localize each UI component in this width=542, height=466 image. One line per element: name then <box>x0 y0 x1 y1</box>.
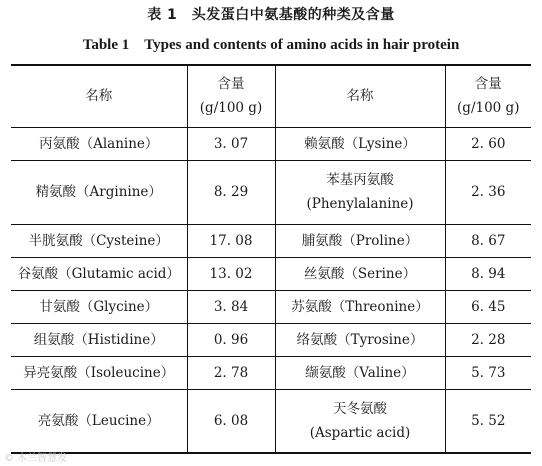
amino-acid-name-cell-text: 精氨酸（Arginine） <box>35 184 162 200</box>
amino-acid-name-cell-text: 甘氨酸（Glycine） <box>39 298 159 315</box>
table-row <box>11 160 531 224</box>
amino-acid-name-cell-text: 丙氨酸（Alanine） <box>39 135 159 152</box>
table-header-row <box>11 65 531 127</box>
table-row <box>11 389 531 453</box>
amino-acid-content-cell-text: 6. 08 <box>213 412 249 429</box>
amino-acid-table <box>11 64 531 454</box>
amino-acid-name-cell-text: 苏氨酸（Threonine） <box>291 298 429 315</box>
table-row <box>11 224 531 257</box>
amino-acid-name-cell <box>275 224 445 257</box>
amino-acid-name-cell-text: 丝氨酸（Serine） <box>303 265 417 282</box>
amino-acid-name-cell-text: 谷氨酸（Glutamic acid） <box>17 265 180 282</box>
amino-acid-name-cell-text: 天冬氨酸 <box>333 400 387 417</box>
watermark: © 木兰智慧发 <box>4 453 68 464</box>
table-row <box>11 127 531 160</box>
amino-acid-content-cell <box>445 356 531 389</box>
amino-acid-name-cell-text: 半胱氨酸（Cysteine） <box>28 232 169 249</box>
amino-acid-name-cell-text: 络氨酸（Tyrosine） <box>296 331 424 348</box>
amino-acid-name-cell-text: 组氨酸（Histidine） <box>33 331 164 348</box>
amino-acid-content-cell <box>187 389 275 453</box>
amino-acid-content-cell <box>445 323 531 356</box>
amino-acid-name-cell <box>275 160 445 224</box>
table-row <box>11 356 531 389</box>
header-content-right <box>445 65 531 127</box>
amino-acid-name-cell-text: 亮氨酸（Leucine） <box>37 412 160 429</box>
amino-acid-content-cell-text: 17. 08 <box>209 232 253 249</box>
amino-acid-content-cell-text: 13. 02 <box>209 265 253 282</box>
amino-acid-name-cell <box>11 224 187 257</box>
amino-acid-name-cell <box>11 356 187 389</box>
amino-acid-name-cell <box>11 389 187 453</box>
table-caption-english: Table 1 Types and contents of amino acids in hair protein <box>82 37 460 53</box>
amino-acid-name-cell <box>275 257 445 290</box>
amino-acid-name-cell-text: 脯氨酸（Proline） <box>301 232 419 249</box>
amino-acid-content-cell <box>187 127 275 160</box>
amino-acid-name-cell <box>11 160 187 224</box>
amino-acid-content-cell <box>445 257 531 290</box>
amino-acid-name-cell <box>11 257 187 290</box>
amino-acid-content-cell-text: 8. 29 <box>213 184 249 200</box>
header-name-right: 名称 <box>275 65 445 127</box>
amino-acid-name-cell-text: (Phenylalanine) <box>306 196 414 212</box>
header-name-left: 名称 <box>11 65 187 127</box>
table-row <box>11 257 531 290</box>
amino-acid-content-cell-text: 6. 45 <box>471 298 506 315</box>
amino-acid-content-cell <box>187 323 275 356</box>
header-content-label: 含量 <box>217 76 245 93</box>
amino-acid-name-cell-text: 苯基丙氨酸 <box>326 172 394 188</box>
amino-acid-name-cell <box>275 290 445 323</box>
amino-acid-content-cell-text: 2. 60 <box>471 135 506 152</box>
amino-acid-content-cell <box>187 356 275 389</box>
amino-acid-content-cell-text: 2. 36 <box>471 184 506 200</box>
amino-acid-content-cell-text: 2. 78 <box>213 364 249 381</box>
amino-acid-content-cell-text: 8. 94 <box>471 265 506 282</box>
amino-acid-name-cell-text: 异亮氨酸（Isoleucine） <box>23 364 175 381</box>
amino-acid-name-cell <box>275 323 445 356</box>
header-content-left <box>187 65 275 127</box>
amino-acid-content-cell <box>445 389 531 453</box>
amino-acid-content-cell <box>187 290 275 323</box>
amino-acid-content-cell-text: 5. 52 <box>471 412 506 429</box>
header-content-unit: (g/100 g) <box>199 100 263 117</box>
amino-acid-name-cell <box>11 290 187 323</box>
amino-acid-content-cell <box>445 290 531 323</box>
amino-acid-content-cell <box>445 127 531 160</box>
amino-acid-name-cell <box>275 389 445 453</box>
amino-acid-content-cell-text: 3. 84 <box>213 298 249 315</box>
amino-acid-content-cell <box>445 160 531 224</box>
amino-acid-name-cell-text: 缬氨酸（Valine） <box>305 364 415 381</box>
header-content-unit: (g/100 g) <box>457 100 520 117</box>
amino-acid-content-cell-text: 2. 28 <box>471 331 506 348</box>
table-caption-chinese: 表 1 头发蛋白中氨基酸的种类及含量 <box>147 7 395 23</box>
amino-acid-name-cell-text: (Aspartic acid) <box>309 424 411 441</box>
amino-acid-content-cell-text: 5. 73 <box>471 364 506 381</box>
amino-acid-content-cell <box>187 160 275 224</box>
amino-acid-content-cell-text: 0. 96 <box>213 331 249 348</box>
amino-acid-content-cell-text: 8. 67 <box>471 232 506 249</box>
amino-acid-name-cell <box>11 127 187 160</box>
amino-acid-content-cell <box>187 224 275 257</box>
amino-acid-name-cell <box>275 356 445 389</box>
amino-acid-content-cell <box>187 257 275 290</box>
amino-acid-name-cell <box>275 127 445 160</box>
amino-acid-name-cell <box>11 323 187 356</box>
header-content-label: 含量 <box>474 76 502 93</box>
table-row <box>11 323 531 356</box>
amino-acid-content-cell <box>445 224 531 257</box>
amino-acid-content-cell-text: 3. 07 <box>213 135 249 152</box>
table-row <box>11 290 531 323</box>
amino-acid-name-cell-text: 赖氨酸（Lysine） <box>304 135 416 152</box>
